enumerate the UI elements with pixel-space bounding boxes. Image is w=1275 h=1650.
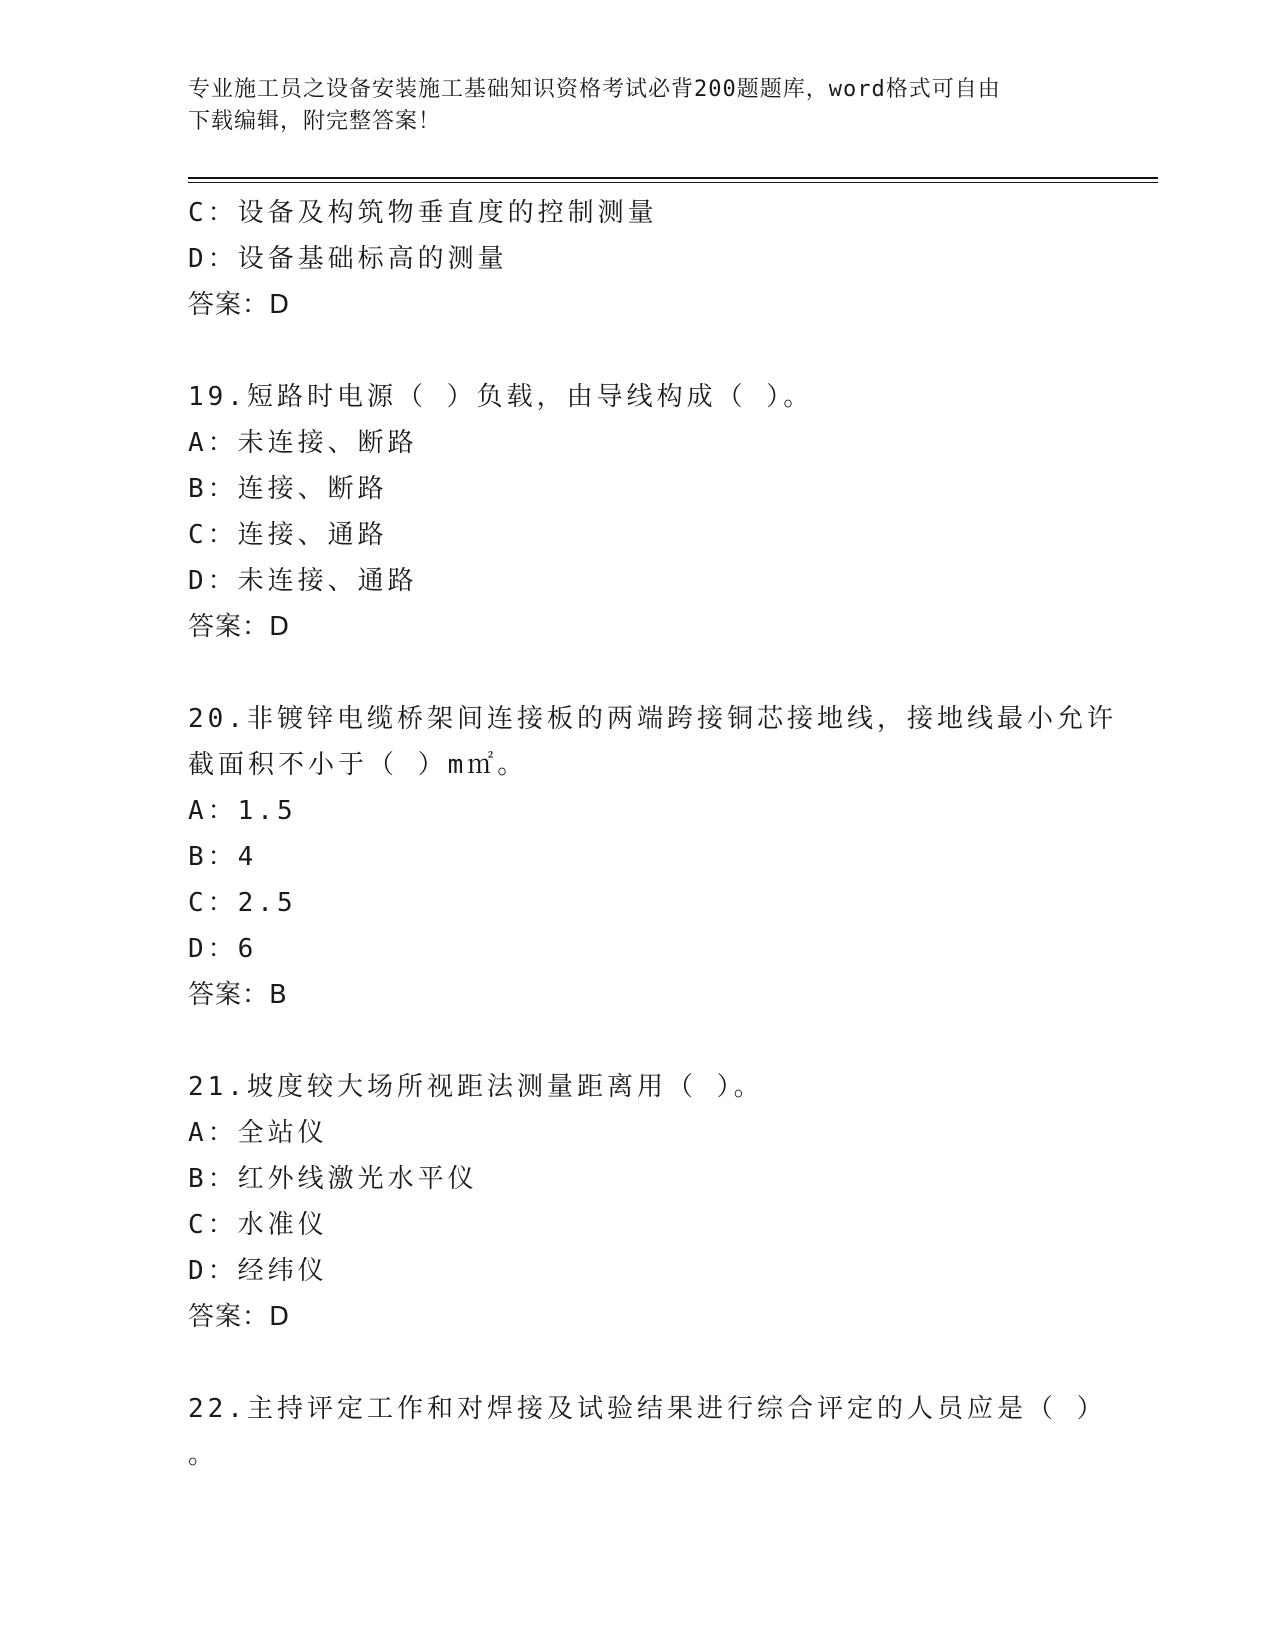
header-divider-thin [188, 182, 1158, 183]
option-d: D：设备基础标高的测量 [188, 244, 508, 274]
option-d: D：经纬仪 [188, 1256, 328, 1286]
answer-label: 答案：D [188, 290, 291, 320]
answer-label: 答案：D [188, 612, 291, 642]
answer-label: 答案：B [188, 980, 288, 1010]
option-a: A：全站仪 [188, 1118, 328, 1148]
option-c: C：2.5 [188, 888, 297, 918]
question-21 [188, 1064, 1148, 1340]
option-c: C：水准仪 [188, 1210, 328, 1240]
question-text: 19.短路时电源（ ）负载，由导线构成（ ）。 [188, 382, 814, 412]
option-c: C：连接、通路 [188, 520, 388, 550]
question-text-line-1: 22.主持评定工作和对焊接及试验结果进行综合评定的人员应是（ ） [188, 1394, 1107, 1424]
question-19 [188, 374, 1148, 650]
question-text: 21.坡度较大场所视距法测量距离用（ ）。 [188, 1072, 764, 1102]
option-c: C：设备及构筑物垂直度的控制测量 [188, 198, 658, 228]
header-divider-thick [188, 177, 1158, 179]
question-text-line-2: 。 [188, 1440, 219, 1470]
header-line-1: 专业施工员之设备安装施工基础知识资格考试必背200题题库，word格式可自由 [188, 77, 1001, 102]
option-b: B：连接、断路 [188, 474, 388, 504]
option-b: B：4 [188, 842, 258, 872]
option-d: D：未连接、通路 [188, 566, 418, 596]
header-line-2: 下载编辑，附完整答案！ [188, 109, 442, 134]
document-header [188, 74, 1088, 138]
option-a: A：1.5 [188, 796, 297, 826]
question-22 [188, 1386, 1148, 1478]
question-text-line-1: 20.非镀锌电缆桥架间连接板的两端跨接铜芯接地线，接地线最小允许 [188, 704, 1117, 734]
question-list [188, 190, 1148, 1478]
option-a: A：未连接、断路 [188, 428, 418, 458]
question-text-line-2: 截面积不小于（ ）m㎡。 [188, 750, 528, 780]
continued-question [188, 190, 1148, 328]
question-20 [188, 696, 1148, 1018]
answer-label: 答案：D [188, 1302, 291, 1332]
option-d: D：6 [188, 934, 258, 964]
option-b: B：红外线激光水平仪 [188, 1164, 478, 1194]
